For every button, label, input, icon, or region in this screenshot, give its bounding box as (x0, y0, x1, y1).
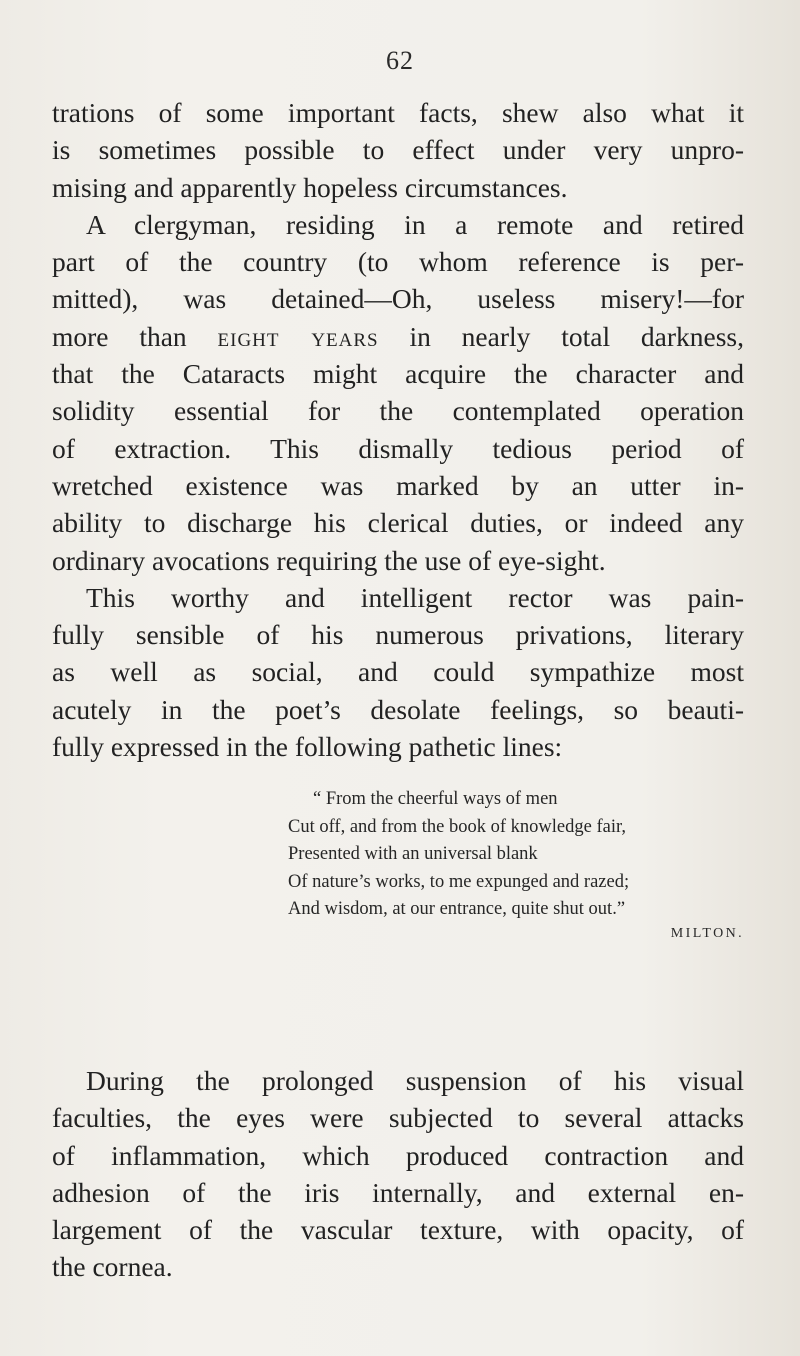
text-line: largement of the vascular texture, with opacity, of (52, 1214, 744, 1246)
text-line: adhesion of the iris internally, and external en- (52, 1176, 744, 1208)
text-fragment: in nearly total darkness, (378, 320, 745, 352)
text-line: A clergyman, residing in a remote and retired (86, 208, 744, 240)
text-line: of extraction. This dismally tedious period of (52, 432, 744, 464)
text-line: of inflammation, which produced contraction and (52, 1139, 744, 1171)
verse-line: And wisdom, at our entrance, quite shut out.” (288, 899, 626, 919)
main-text-lower (52, 1062, 744, 1286)
verse-line: “ From the cheerful ways of men (313, 789, 558, 809)
text-fragment: more than (52, 320, 218, 352)
text-line: mising and apparently hopeless circumstances. (52, 171, 568, 203)
text-line: trations of some important facts, shew also what it (52, 97, 744, 128)
text-line: This worthy and intelligent rector was pain- (86, 581, 744, 613)
text-line: faculties, the eyes were subjected to several attacks (52, 1102, 744, 1134)
text-line: fully expressed in the following pathetic lines: (52, 731, 563, 763)
text-line: acutely in the poet’s desolate feelings, so beauti- (52, 693, 744, 725)
text-line: part of the country (to whom reference is per- (52, 246, 744, 278)
text-line: ability to discharge his clerical duties, or indeed any (52, 507, 744, 539)
page-number: 62 (386, 46, 414, 75)
text-line: ordinary avocations requiring the use of eye-sight. (52, 544, 606, 576)
text-line: During the prolonged suspension of his visual (86, 1065, 744, 1096)
text-line: wretched existence was marked by an utter in- (52, 469, 744, 501)
text-line: solidity essential for the contemplated operation (52, 395, 744, 427)
text-line: is sometimes possible to effect under very unpro- (52, 134, 744, 166)
emphasized-phrase: eight years (217, 320, 379, 352)
main-text-upper (52, 94, 744, 765)
text-line: mitted), was detained—Oh, useless misery!—for (52, 283, 744, 315)
text-line: fully sensible of his numerous privations, literary (52, 619, 744, 651)
verse-line: Of nature’s works, to me expunged and razed; (288, 871, 630, 892)
verse-line: Cut off, and from the book of knowledge fair, (288, 816, 627, 837)
quotation-attribution: MILTON. (670, 926, 744, 941)
text-line: that the Cataracts might acquire the character and (52, 358, 744, 390)
verse-line: Presented with an universal blank (288, 844, 538, 864)
verse-quotation (0, 786, 800, 924)
text-line: as well as social, and could sympathize most (52, 656, 744, 688)
text-line-with-emphasis (52, 318, 744, 355)
text-line: the cornea. (52, 1251, 173, 1283)
